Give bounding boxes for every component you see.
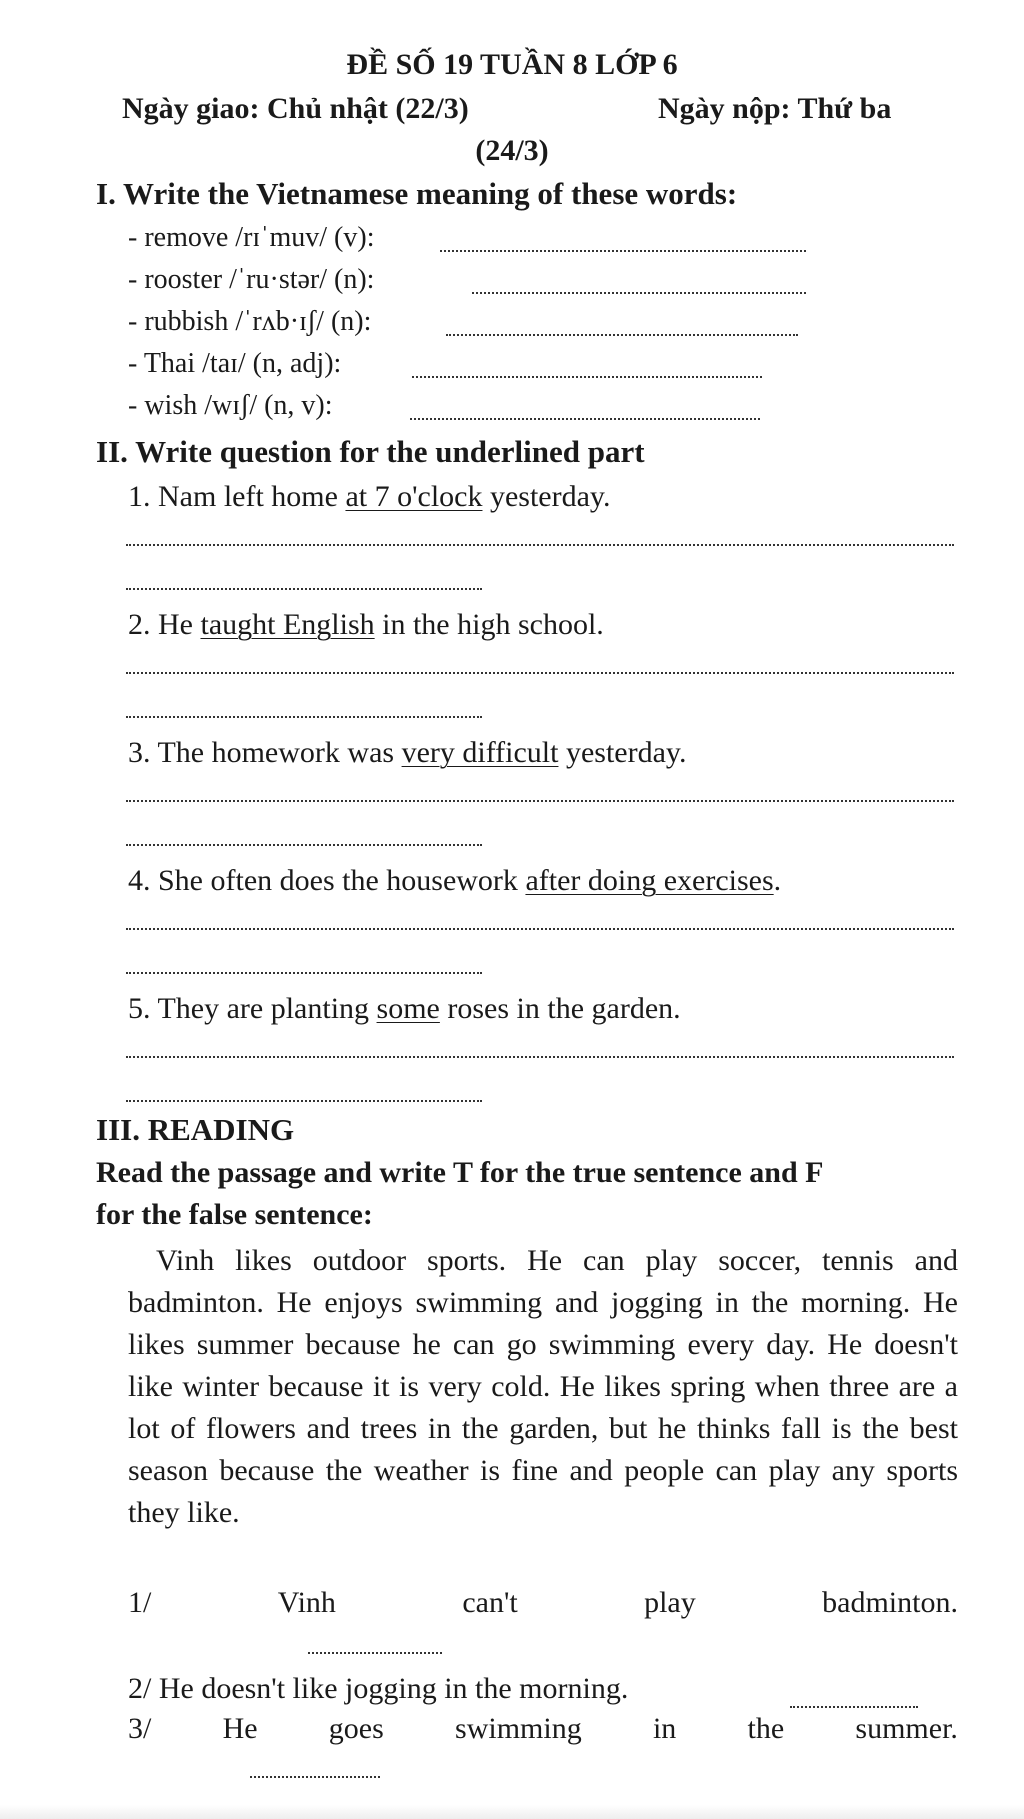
vocab-item: - Thai /taɪ/ (n, adj): [128,348,342,379]
vocab-item: - remove /rɪˈmuv/ (v): [128,222,375,253]
underlined-part: very difficult [401,736,559,769]
question-4: 4. She often does the housework after doing exercises. [128,864,782,897]
reading-instruction-line2: for the false sentence: [96,1198,373,1231]
answer-line[interactable] [126,544,954,546]
statement-2: 2/ He doesn't like jogging in the morning. [128,1672,629,1705]
answer-line[interactable] [410,418,760,420]
answer-line[interactable] [126,972,482,974]
underlined-part: after doing exercises [525,864,774,897]
section-3-heading: III. READING [96,1112,295,1147]
statement-1: 1/ Vinh can't play badminton. [128,1586,958,1619]
answer-line[interactable] [250,1776,380,1778]
question-5: 5. They are planting some roses in the garden. [128,992,681,1025]
underlined-part: taught English [200,608,375,641]
question-1: 1. Nam left home at 7 o'clock yesterday. [128,480,611,513]
due-day: Ngày nộp: Thứ ba [658,92,892,125]
answer-line[interactable] [446,334,798,336]
vocab-item: - wish /wɪʃ/ (n, v): [128,390,333,421]
answer-line[interactable] [126,844,482,846]
vocab-item: - rooster /ˈru·stər/ (n): [128,264,375,295]
due-date: (24/3) [475,134,549,167]
answer-line[interactable] [412,376,762,378]
question-2: 2. He taught English in the high school. [128,608,604,641]
question-3: 3. The homework was very difficult yesterday. [128,736,687,769]
section-1-heading: I. Write the Vietnamese meaning of these words: [96,176,738,211]
assigned-date: Ngày giao: Chủ nhật (22/3) [122,92,469,125]
answer-line[interactable] [472,292,806,294]
vocab-item: - rubbish /ˈrʌb·ɪʃ/ (n): [128,306,372,337]
answer-line[interactable] [308,1652,442,1654]
statement-3: 3/ He goes swimming in the summer. [128,1712,958,1745]
underlined-part: at 7 o'clock [345,480,483,513]
answer-line[interactable] [126,800,954,802]
answer-line[interactable] [126,672,954,674]
section-2-heading: II. Write question for the underlined part [96,434,645,469]
answer-line[interactable] [790,1706,918,1708]
worksheet-title: ĐỀ SỐ 19 TUẦN 8 LỚP 6 [346,48,678,81]
underlined-part: some [376,992,440,1025]
reading-passage: Vinh likes outdoor sports. He can play soccer, tennis and badminton. He enjoys swimming and jogging in the morning. He likes summer because he can go swimming every day. He doesn't like winter because it is very cold. He likes spring when three are a lot of flowers and trees in the garden, but he thinks fall is the best season because the weather is fine and people can play any sports they like. [128,1244,958,1529]
answer-line[interactable] [126,716,482,718]
answer-line[interactable] [126,928,954,930]
answer-line[interactable] [126,588,482,590]
answer-line[interactable] [126,1056,954,1058]
reading-instruction-line1: Read the passage and write T for the true sentence and F [96,1156,824,1189]
page-edge [0,1805,1024,1819]
answer-line[interactable] [440,250,806,252]
answer-line[interactable] [126,1100,482,1102]
